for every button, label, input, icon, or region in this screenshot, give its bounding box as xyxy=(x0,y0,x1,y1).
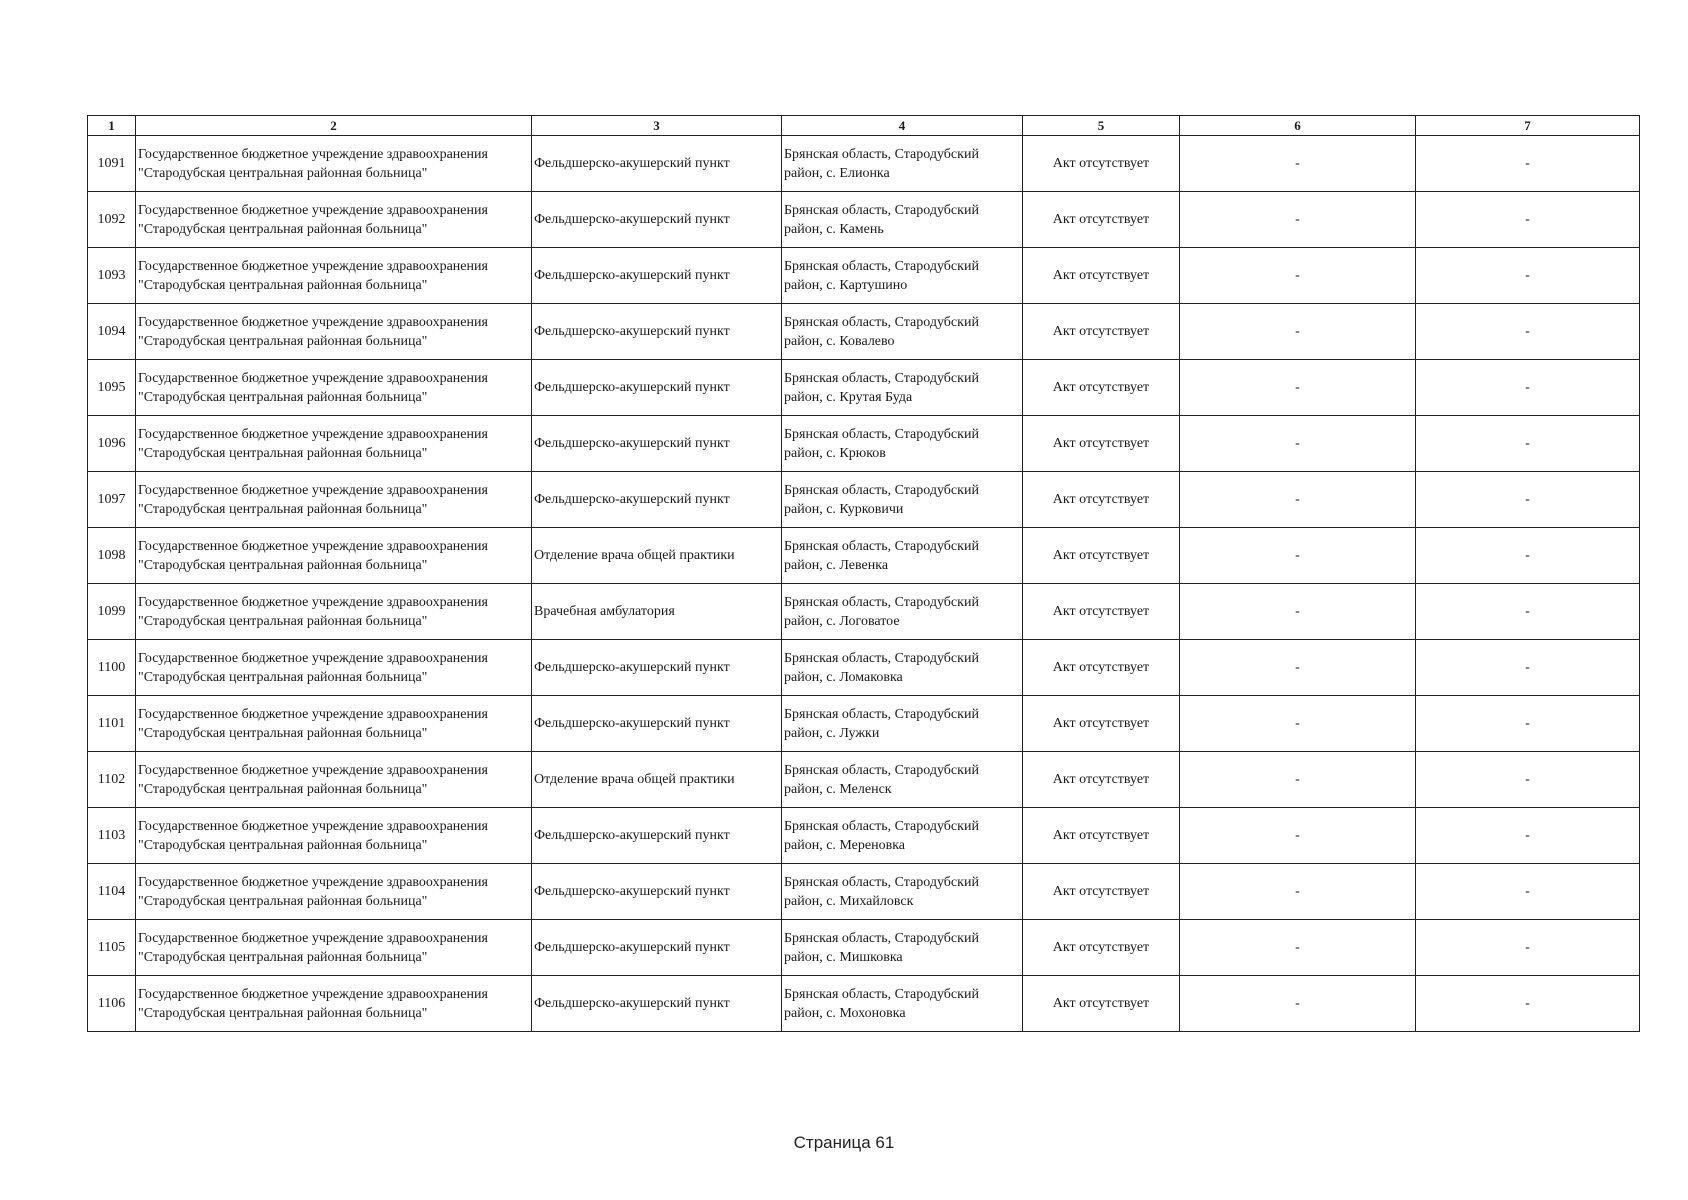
facility-address-line-1: Брянская область, Стародубский xyxy=(784,706,979,722)
column-6-value: - xyxy=(1180,864,1416,920)
facility-type: Фельдшерско-акушерский пункт xyxy=(532,416,782,472)
facility-address-line-1: Брянская область, Стародубский xyxy=(784,482,979,498)
page-number: Страница 61 xyxy=(793,1133,895,1152)
column-7-value: - xyxy=(1416,136,1640,192)
organization-name-line-2: "Стародубская центральная районная больница" xyxy=(138,613,428,629)
organization-name xyxy=(136,920,532,976)
column-6-value: - xyxy=(1180,416,1416,472)
organization-name xyxy=(136,584,532,640)
facility-address xyxy=(782,864,1023,920)
row-number: 1101 xyxy=(88,696,136,752)
organization-name-line-2: "Стародубская центральная районная больница" xyxy=(138,333,428,349)
act-status: Акт отсутствует xyxy=(1023,920,1180,976)
facility-type: Фельдшерско-акушерский пункт xyxy=(532,976,782,1032)
organization-name-line-1: Государственное бюджетное учреждение здравоохранения xyxy=(138,986,488,1002)
facility-type: Фельдшерско-акушерский пункт xyxy=(532,248,782,304)
column-number-7: 7 xyxy=(1416,116,1640,136)
facility-type: Фельдшерско-акушерский пункт xyxy=(532,472,782,528)
table-row xyxy=(88,360,1640,416)
act-status: Акт отсутствует xyxy=(1023,976,1180,1032)
facility-address-line-1: Брянская область, Стародубский xyxy=(784,146,979,162)
row-number: 1093 xyxy=(88,248,136,304)
act-status: Акт отсутствует xyxy=(1023,696,1180,752)
facility-address xyxy=(782,472,1023,528)
column-7-value: - xyxy=(1416,416,1640,472)
organization-name-line-1: Государственное бюджетное учреждение здравоохранения xyxy=(138,146,488,162)
table-row xyxy=(88,136,1640,192)
act-status: Акт отсутствует xyxy=(1023,472,1180,528)
facility-type: Врачебная амбулатория xyxy=(532,584,782,640)
table-row xyxy=(88,864,1640,920)
facility-address-line-1: Брянская область, Стародубский xyxy=(784,874,979,890)
act-status: Акт отсутствует xyxy=(1023,360,1180,416)
facility-address xyxy=(782,136,1023,192)
facility-address-line-2: район, с. Ломаковка xyxy=(784,669,903,685)
column-number-1: 1 xyxy=(88,116,136,136)
facility-address xyxy=(782,528,1023,584)
column-7-value: - xyxy=(1416,528,1640,584)
facility-address-line-2: район, с. Камень xyxy=(784,221,884,237)
facility-address-line-1: Брянская область, Стародубский xyxy=(784,202,979,218)
facility-address xyxy=(782,360,1023,416)
facility-address xyxy=(782,248,1023,304)
organization-name-line-1: Государственное бюджетное учреждение здравоохранения xyxy=(138,762,488,778)
facility-address xyxy=(782,416,1023,472)
organization-name xyxy=(136,248,532,304)
facility-type: Фельдшерско-акушерский пункт xyxy=(532,192,782,248)
row-number: 1095 xyxy=(88,360,136,416)
facility-type: Фельдшерско-акушерский пункт xyxy=(532,640,782,696)
organization-name-line-2: "Стародубская центральная районная больница" xyxy=(138,725,428,741)
table-row xyxy=(88,752,1640,808)
act-status: Акт отсутствует xyxy=(1023,752,1180,808)
table-row xyxy=(88,416,1640,472)
organization-name-line-2: "Стародубская центральная районная больница" xyxy=(138,277,428,293)
facility-address xyxy=(782,976,1023,1032)
organization-name-line-2: "Стародубская центральная районная больница" xyxy=(138,445,428,461)
facility-address-line-2: район, с. Лужки xyxy=(784,725,880,741)
row-number: 1102 xyxy=(88,752,136,808)
row-number: 1106 xyxy=(88,976,136,1032)
organization-name-line-2: "Стародубская центральная районная больница" xyxy=(138,837,428,853)
row-number: 1103 xyxy=(88,808,136,864)
facility-address-line-2: район, с. Ковалево xyxy=(784,333,895,349)
facility-address xyxy=(782,640,1023,696)
organization-name-line-2: "Стародубская центральная районная больница" xyxy=(138,389,428,405)
facility-type: Фельдшерско-акушерский пункт xyxy=(532,920,782,976)
organization-name xyxy=(136,864,532,920)
facility-address-line-2: район, с. Мишковка xyxy=(784,949,903,965)
organization-name-line-2: "Стародубская центральная районная больница" xyxy=(138,893,428,909)
facility-address xyxy=(782,808,1023,864)
act-status: Акт отсутствует xyxy=(1023,416,1180,472)
column-6-value: - xyxy=(1180,528,1416,584)
facility-address xyxy=(782,920,1023,976)
table-row xyxy=(88,528,1640,584)
column-6-value: - xyxy=(1180,752,1416,808)
column-6-value: - xyxy=(1180,920,1416,976)
act-status: Акт отсутствует xyxy=(1023,528,1180,584)
facility-address-line-1: Брянская область, Стародубский xyxy=(784,594,979,610)
organization-name-line-2: "Стародубская центральная районная больница" xyxy=(138,221,428,237)
organization-name-line-2: "Стародубская центральная районная больница" xyxy=(138,781,428,797)
act-status: Акт отсутствует xyxy=(1023,304,1180,360)
facility-address-line-2: район, с. Мохоновка xyxy=(784,1005,906,1021)
facility-address-line-1: Брянская область, Стародубский xyxy=(784,314,979,330)
act-status: Акт отсутствует xyxy=(1023,584,1180,640)
row-number: 1104 xyxy=(88,864,136,920)
column-6-value: - xyxy=(1180,808,1416,864)
table-row xyxy=(88,304,1640,360)
organization-name-line-1: Государственное бюджетное учреждение здравоохранения xyxy=(138,314,488,330)
organization-name-line-1: Государственное бюджетное учреждение здравоохранения xyxy=(138,482,488,498)
facility-type: Фельдшерско-акушерский пункт xyxy=(532,304,782,360)
column-6-value: - xyxy=(1180,304,1416,360)
facility-address-line-1: Брянская область, Стародубский xyxy=(784,650,979,666)
organization-name xyxy=(136,304,532,360)
column-6-value: - xyxy=(1180,976,1416,1032)
facility-address-line-2: район, с. Логоватое xyxy=(784,613,900,629)
act-status: Акт отсутствует xyxy=(1023,808,1180,864)
facility-address-line-1: Брянская область, Стародубский xyxy=(784,986,979,1002)
column-6-value: - xyxy=(1180,192,1416,248)
row-number: 1099 xyxy=(88,584,136,640)
organization-name xyxy=(136,752,532,808)
act-status: Акт отсутствует xyxy=(1023,192,1180,248)
act-status: Акт отсутствует xyxy=(1023,248,1180,304)
column-7-value: - xyxy=(1416,864,1640,920)
organization-name xyxy=(136,696,532,752)
act-status: Акт отсутствует xyxy=(1023,640,1180,696)
facility-address-line-1: Брянская область, Стародубский xyxy=(784,762,979,778)
facility-type: Фельдшерско-акушерский пункт xyxy=(532,136,782,192)
organization-name xyxy=(136,416,532,472)
table-row xyxy=(88,640,1640,696)
organization-name xyxy=(136,528,532,584)
facility-address-line-2: район, с. Мереновка xyxy=(784,837,906,853)
organization-name-line-1: Государственное бюджетное учреждение здравоохранения xyxy=(138,818,488,834)
organization-name-line-1: Государственное бюджетное учреждение здравоохранения xyxy=(138,650,488,666)
column-7-value: - xyxy=(1416,360,1640,416)
organization-name xyxy=(136,808,532,864)
column-number-6: 6 xyxy=(1180,116,1416,136)
organization-name-line-2: "Стародубская центральная районная больница" xyxy=(138,165,428,181)
facility-type: Отделение врача общей практики xyxy=(532,528,782,584)
facility-address-line-2: район, с. Крюков xyxy=(784,445,886,461)
organization-name-line-2: "Стародубская центральная районная больница" xyxy=(138,669,428,685)
column-number-3: 3 xyxy=(532,116,782,136)
facility-type: Фельдшерско-акушерский пункт xyxy=(532,696,782,752)
column-6-value: - xyxy=(1180,360,1416,416)
table-row xyxy=(88,696,1640,752)
organization-name xyxy=(136,976,532,1032)
facility-type: Фельдшерско-акушерский пункт xyxy=(532,864,782,920)
organization-name-line-1: Государственное бюджетное учреждение здравоохранения xyxy=(138,538,488,554)
organization-name xyxy=(136,472,532,528)
column-7-value: - xyxy=(1416,248,1640,304)
facility-type: Фельдшерско-акушерский пункт xyxy=(532,360,782,416)
facility-address-line-1: Брянская область, Стародубский xyxy=(784,818,979,834)
column-7-value: - xyxy=(1416,752,1640,808)
facility-address xyxy=(782,584,1023,640)
organization-name xyxy=(136,360,532,416)
table-body xyxy=(88,116,1640,1032)
facility-address-line-1: Брянская область, Стародубский xyxy=(784,930,979,946)
organization-name-line-1: Государственное бюджетное учреждение здравоохранения xyxy=(138,426,488,442)
table-row xyxy=(88,248,1640,304)
organization-name xyxy=(136,192,532,248)
organization-name-line-1: Государственное бюджетное учреждение здравоохранения xyxy=(138,594,488,610)
organization-name xyxy=(136,136,532,192)
facility-type: Отделение врача общей практики xyxy=(532,752,782,808)
organization-name-line-1: Государственное бюджетное учреждение здравоохранения xyxy=(138,706,488,722)
facility-address-line-2: район, с. Елионка xyxy=(784,165,890,181)
organization-name-line-2: "Стародубская центральная районная больница" xyxy=(138,501,428,517)
column-7-value: - xyxy=(1416,640,1640,696)
organization-name-line-2: "Стародубская центральная районная больница" xyxy=(138,557,428,573)
table-row xyxy=(88,584,1640,640)
column-7-value: - xyxy=(1416,976,1640,1032)
facility-address xyxy=(782,304,1023,360)
facility-address-line-1: Брянская область, Стародубский xyxy=(784,426,979,442)
facility-address-line-1: Брянская область, Стародубский xyxy=(784,370,979,386)
column-number-2: 2 xyxy=(136,116,532,136)
facility-address-line-1: Брянская область, Стародубский xyxy=(784,538,979,554)
facility-address xyxy=(782,752,1023,808)
facility-address xyxy=(782,696,1023,752)
act-status: Акт отсутствует xyxy=(1023,864,1180,920)
facility-address-line-2: район, с. Михайловск xyxy=(784,893,914,909)
row-number: 1096 xyxy=(88,416,136,472)
facility-address-line-2: район, с. Картушино xyxy=(784,277,908,293)
organization-name-line-1: Государственное бюджетное учреждение здравоохранения xyxy=(138,258,488,274)
column-7-value: - xyxy=(1416,584,1640,640)
row-number: 1097 xyxy=(88,472,136,528)
column-7-value: - xyxy=(1416,920,1640,976)
row-number: 1098 xyxy=(88,528,136,584)
organization-name-line-1: Государственное бюджетное учреждение здравоохранения xyxy=(138,874,488,890)
table-row xyxy=(88,192,1640,248)
facility-address-line-2: район, с. Курковичи xyxy=(784,501,904,517)
table-row xyxy=(88,976,1640,1032)
column-6-value: - xyxy=(1180,696,1416,752)
table-row xyxy=(88,808,1640,864)
column-number-row xyxy=(88,116,1640,136)
column-6-value: - xyxy=(1180,248,1416,304)
facility-address-line-2: район, с. Меленск xyxy=(784,781,892,797)
facility-address-line-2: район, с. Левенка xyxy=(784,557,889,573)
column-7-value: - xyxy=(1416,696,1640,752)
organization-name-line-2: "Стародубская центральная районная больница" xyxy=(138,1005,428,1021)
facility-type: Фельдшерско-акушерский пункт xyxy=(532,808,782,864)
row-number: 1100 xyxy=(88,640,136,696)
column-7-value: - xyxy=(1416,472,1640,528)
row-number: 1091 xyxy=(88,136,136,192)
row-number: 1092 xyxy=(88,192,136,248)
column-6-value: - xyxy=(1180,584,1416,640)
column-7-value: - xyxy=(1416,192,1640,248)
act-status: Акт отсутствует xyxy=(1023,136,1180,192)
column-6-value: - xyxy=(1180,640,1416,696)
column-6-value: - xyxy=(1180,136,1416,192)
organization-name-line-2: "Стародубская центральная районная больница" xyxy=(138,949,428,965)
table-row xyxy=(88,472,1640,528)
facility-address-line-2: район, с. Крутая Буда xyxy=(784,389,913,405)
column-number-4: 4 xyxy=(782,116,1023,136)
column-number-5: 5 xyxy=(1023,116,1180,136)
column-7-value: - xyxy=(1416,304,1640,360)
registry-table xyxy=(87,115,1640,1032)
organization-name-line-1: Государственное бюджетное учреждение здравоохранения xyxy=(138,370,488,386)
organization-name xyxy=(136,640,532,696)
organization-name-line-1: Государственное бюджетное учреждение здравоохранения xyxy=(138,202,488,218)
facility-address-line-1: Брянская область, Стародубский xyxy=(784,258,979,274)
row-number: 1094 xyxy=(88,304,136,360)
facility-address xyxy=(782,192,1023,248)
table-row xyxy=(88,920,1640,976)
organization-name-line-1: Государственное бюджетное учреждение здравоохранения xyxy=(138,930,488,946)
column-7-value: - xyxy=(1416,808,1640,864)
column-6-value: - xyxy=(1180,472,1416,528)
row-number: 1105 xyxy=(88,920,136,976)
